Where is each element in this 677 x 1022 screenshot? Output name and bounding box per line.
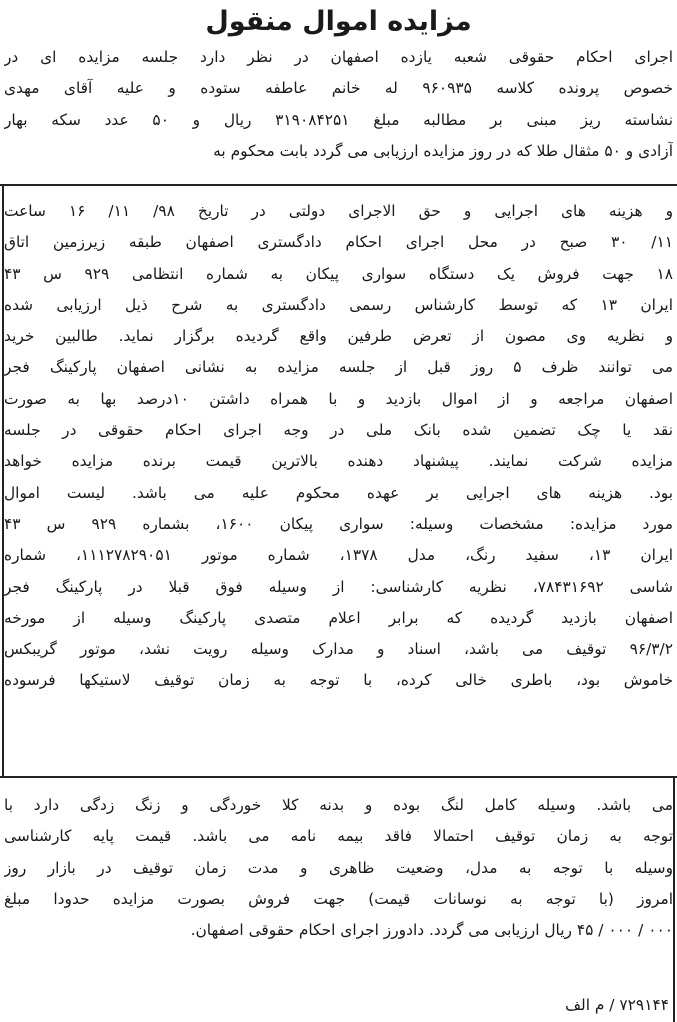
paragraph-line: اصفهان مراجعه و از اموال بازدید و با همراه داشتن ۱۰درصد بها به صورت (4, 389, 673, 408)
notice-paragraph-2 (4, 196, 673, 766)
notice-paragraph-1 (4, 42, 673, 178)
column-border (673, 776, 675, 1022)
paragraph-line: اجرای احکام حقوقی شعبه یازده اصفهان در نظر دارد جلسه مزایده ای در (4, 48, 673, 66)
paragraph-line: و نظریه وی مصون از تعرض طرفین واقع گردیده برگزار نماید. طالبین خرید (4, 327, 673, 346)
notice-paragraph-3 (4, 790, 673, 990)
paragraph-line: امروز (با توجه به نوسانات قیمت) جهت فروش بصورت مزایده حدودا مبلغ (4, 889, 673, 908)
paragraph-line: ۹۶/۳/۲ توقیف می باشد، اسناد و مدارک وسیله رویت نشد، موتور گریبکس (4, 640, 673, 659)
paragraph-line: ۱۸ جهت فروش یک دستگاه سواری پیکان به شماره انتظامی ۹۲۹ س ۴۳ (4, 264, 673, 283)
column-divider (0, 776, 677, 778)
notice-reference-code: ۷۲۹۱۴۴ / م الف (565, 996, 669, 1014)
paragraph-line: و هزینه های اجرایی و حق الاجرای دولتی در تاریخ ۹۸/ ۱۱/ ۱۶ ساعت (4, 202, 673, 220)
paragraph-line: بود. هزینه های اجرایی بر عهده محکوم علیه می باشد. لیست اموال (4, 483, 673, 502)
paragraph-line: شاسی ۷۸۴۳۱۶۹۲، نظریه کارشناسی: از وسیله فوق قبلا در پارکینگ فجر (4, 577, 673, 596)
paragraph-line: ایران ۱۳ که توسط کارشناس رسمی دادگستری به شرح ذیل ارزیابی شده (4, 295, 673, 314)
paragraph-line: مزایده شرکت نمایند. پیشنهاد دهنده بالاترین قیمت برنده مزایده خواهد (4, 452, 673, 471)
paragraph-line: مورد مزایده: مشخصات وسیله: سواری پیکان ۱۶۰۰، بشماره ۹۲۹ س ۴۳ (4, 514, 673, 533)
paragraph-line: وسیله با توجه به مدل، وضعیت ظاهری و مدت زمان توقیف در بازار روز (4, 858, 673, 877)
paragraph-line: اصفهان بازدید گردیده که برابر اعلام متصدی پارکینگ وسیله از مورخه (4, 608, 673, 627)
paragraph-line: ۰۰۰ / ۰۰۰ / ۴۵ ریال ارزیابی می گردد. دادورز اجرای احکام حقوقی اصفهان. (190, 921, 673, 940)
paragraph-line: آزادی و ۵۰ مثقال طلا که در روز مزایده ارزیابی می گردد بابت محکوم به (213, 141, 673, 160)
paragraph-line: نشاسته ریز مبنی بر مطالبه مبلغ ۳۱۹۰۸۴۲۵۱ ریال و ۵۰ عدد سکه بهار (4, 110, 673, 129)
notice-title: مزایده اموال منقول (205, 6, 472, 37)
paragraph-line: خصوص پرونده کلاسه ۹۶۰۹۳۵ له خانم عاطفه ستوده و علیه آقای مهدی (4, 79, 673, 98)
column-divider (0, 184, 677, 186)
paragraph-line: ایران ۱۳، سفید رنگ، مدل ۱۳۷۸، شماره موتور ۱۱۱۲۷۸۲۹۰۵۱، شماره (4, 546, 673, 565)
paragraph-line: ۱۱/ ۳۰ صبح در محل اجرای احکام دادگستری اصفهان طبقه زیرزمین اتاق (4, 233, 673, 252)
paragraph-line: توجه به زمان توقیف احتمالا فاقد بیمه نامه می باشد. قیمت پایه کارشناسی (4, 827, 673, 846)
paragraph-line: نقد یا چک تضمین شده بانک ملی در وجه اجرای احکام حقوقی در جلسه (4, 421, 673, 440)
paragraph-line: خاموش بود، باطری خالی کرده، با توجه به زمان توقیف لاستیکها فرسوده (4, 671, 673, 690)
paragraph-line: می توانند ظرف ۵ روز قبل از جلسه مزایده به نشانی اصفهان پارکینگ فجر (4, 358, 673, 377)
paragraph-line: می باشد. وسیله کامل لنگ بوده و بدنه کلا خوردگی و زنگ زدگی دارد با (4, 796, 673, 814)
